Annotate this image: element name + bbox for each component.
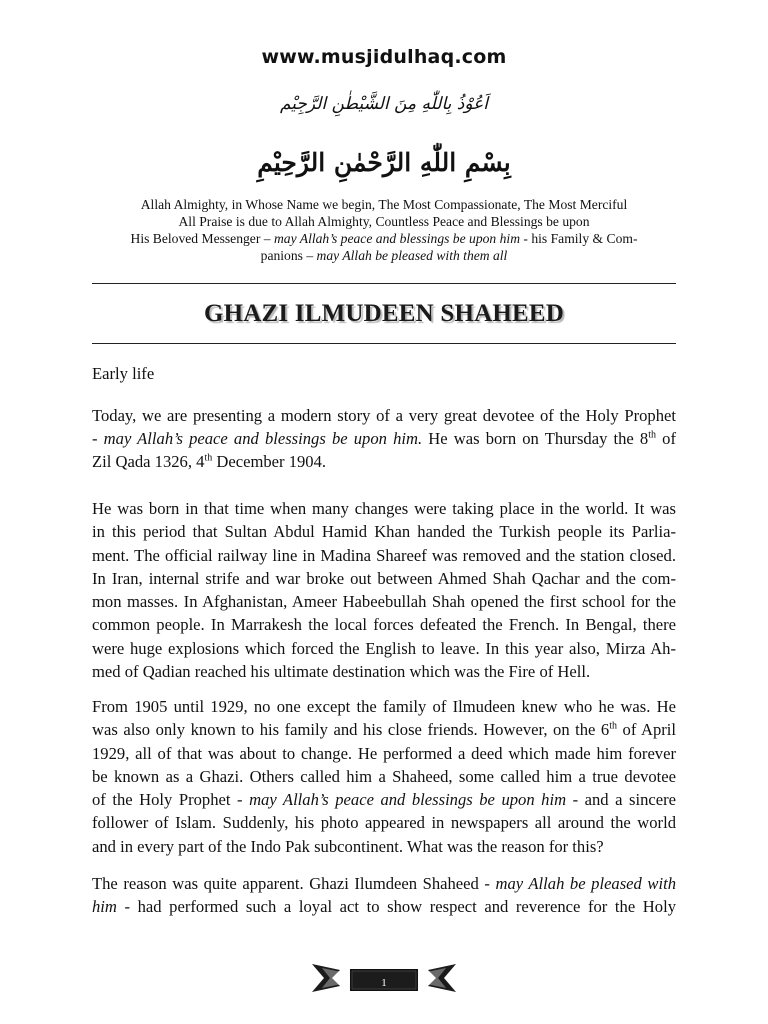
taawwudh-calligraphy: اَعُوْذُ بِاللّٰهِ مِنَ الشَّيْطٰنِ الرَّجِيْم <box>279 94 489 114</box>
paragraph-3-line: be known as a Ghazi. Others called him a Shaheed, some called him a true devotee <box>92 766 676 786</box>
title-rule-bottom <box>92 343 676 344</box>
page-title: GHAZI ILMUDEEN SHAHEED <box>203 300 564 327</box>
paragraph-2-line: were huge explosions which forced the English to leave. In this year also, Mirza Ah- <box>92 638 676 658</box>
paragraph-1-last <box>92 450 676 473</box>
paragraph-1-line: Zil Qada 1326, 4th December 1904. <box>92 452 327 471</box>
paragraph-3-line: was also only known to his family and his close friends. However, on the 6th of April <box>92 720 676 740</box>
paragraph-2-line: mon masses. In Afghanistan, Ameer Habeebullah Shah opened the first school for the <box>92 592 676 612</box>
paragraph-4 <box>92 872 676 919</box>
title-rule-top <box>92 283 676 284</box>
paragraph-3-line: and in every part of the Indo Pak subcontinent. What was the reason for this? <box>92 837 604 856</box>
paragraph-3-line: From 1905 until 1929, no one except the family of Ilmudeen knew who he was. He <box>92 697 676 716</box>
paragraph-1 <box>92 404 676 451</box>
paragraph-2-line: ment. The official railway line in Madina Shareef was removed and the station closed. <box>92 545 676 565</box>
paragraph-3-line: of the Holy Prophet - may Allah’s peace and blessings be upon him - and a sincere <box>92 790 676 810</box>
paragraph-3-last <box>92 835 676 858</box>
site-url[interactable]: www.musjidulhaq.com <box>261 46 507 68</box>
salutation-header <box>92 196 676 264</box>
paragraph-3-line: follower of Islam. Suddenly, his photo appeared in newspapers all around the world <box>92 813 676 833</box>
paragraph-1-line: Today, we are presenting a modern story of a very great devotee of the Holy Prophet <box>92 406 676 425</box>
page-number: 1 <box>381 977 387 989</box>
section-heading: Early life <box>92 364 155 383</box>
paragraph-2-line: in this period that Sultan Abdul Hamid Khan handed the Turkish people its Parlia- <box>92 522 676 542</box>
paragraph-2-line: In Iran, internal strife and war broke out between Ahmed Shah Qachar and the com- <box>92 568 676 588</box>
salutation-line-3: His Beloved Messenger – may Allah’s peace and blessings be upon him - his Family & Com- <box>130 231 638 246</box>
paragraph-2-line: med of Qadian reached his ultimate destination which was the Fire of Hell. <box>92 662 591 681</box>
paragraph-2-last <box>92 660 676 683</box>
bismillah-calligraphy: بِسْمِ اللّٰهِ الرَّحْمٰنِ الرَّحِيْمِ <box>257 148 511 177</box>
paragraph-2 <box>92 497 676 660</box>
paragraph-4-line: The reason was quite apparent. Ghazi Ilumdeen Shaheed - may Allah be pleased with <box>92 874 676 893</box>
paragraph-1-line: - may Allah’s peace and blessings be upon him. He was born on Thursday the 8th of <box>92 429 676 449</box>
salutation-line-1: Allah Almighty, in Whose Name we begin, The Most Compassionate, The Most Merciful <box>140 197 628 212</box>
paragraph-2-line: He was born in that time when many changes were taking place in the world. It was <box>92 499 676 518</box>
salutation-line-4: panions – may Allah be pleased with them all <box>260 248 508 263</box>
paragraph-3-line: 1929, all of that was about to change. He performed a deed which made him forever <box>92 743 676 763</box>
paragraph-3 <box>92 695 676 835</box>
paragraph-2-line: common people. In Marrakesh the local forces defeated the French. In Bengal, there <box>92 615 676 635</box>
salutation-line-2: All Praise is due to Allah Almighty, Countless Peace and Blessings be upon <box>178 214 590 229</box>
paragraph-4-line: him - had performed such a loyal act to show respect and reverence for the Holy <box>92 897 676 917</box>
